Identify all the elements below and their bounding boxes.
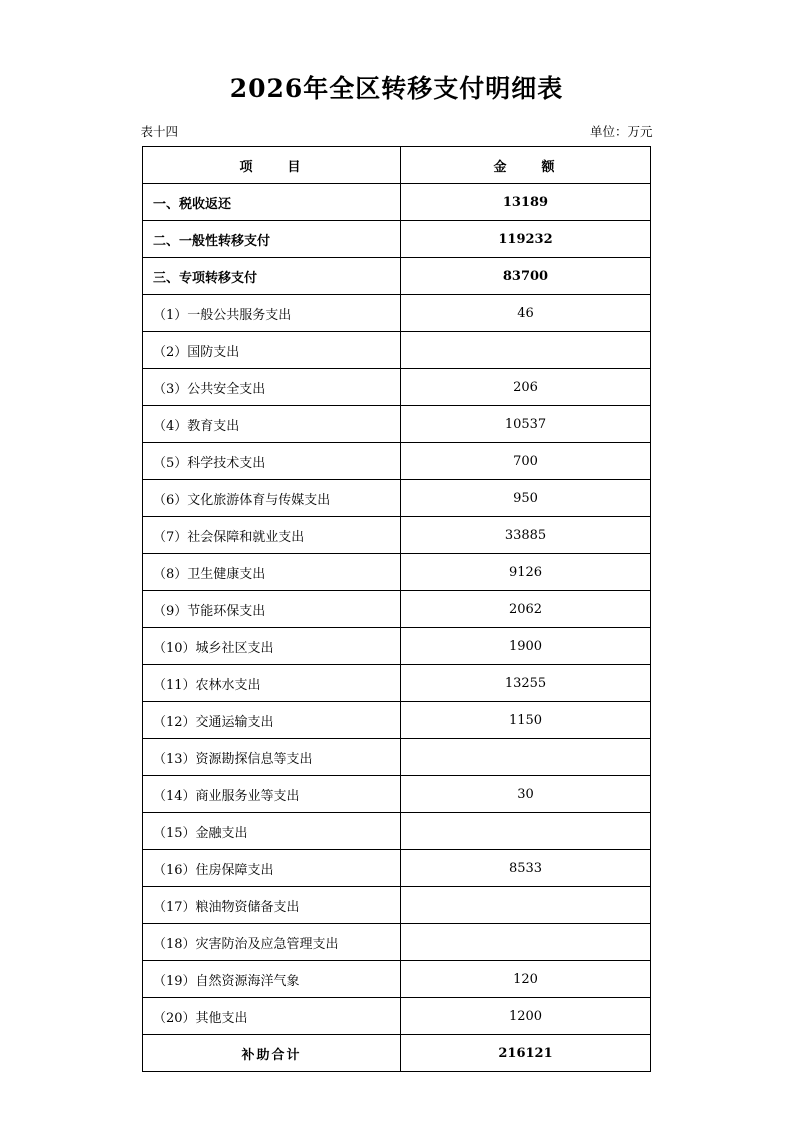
table-row	[143, 554, 651, 591]
row-amount-value: 119232	[401, 221, 651, 258]
row-item-label: （19）自然资源海洋气象	[143, 961, 401, 998]
table-header-row	[143, 147, 651, 184]
column-header-amount: 金 额	[401, 147, 651, 184]
table-row	[143, 739, 651, 776]
table-row	[143, 258, 651, 295]
row-amount-value	[401, 332, 651, 369]
table-row	[143, 480, 651, 517]
table-header	[143, 147, 651, 184]
row-amount-value: 950	[401, 480, 651, 517]
table-number-label: 表十四	[140, 124, 179, 139]
table-body	[143, 184, 651, 1072]
row-amount-value: 9126	[401, 554, 651, 591]
table-row	[143, 665, 651, 702]
row-amount-value: 33885	[401, 517, 651, 554]
table-row	[143, 1035, 651, 1072]
row-item-label: （7）社会保障和就业支出	[143, 517, 401, 554]
row-amount-value: 700	[401, 443, 651, 480]
row-amount-value: 8533	[401, 850, 651, 887]
row-item-label: 一、税收返还	[143, 184, 401, 221]
table-meta-row	[140, 122, 653, 140]
table-row	[143, 887, 651, 924]
row-amount-value: 1150	[401, 702, 651, 739]
table-row	[143, 813, 651, 850]
table-row	[143, 961, 651, 998]
row-item-label: （16）住房保障支出	[143, 850, 401, 887]
table-row	[143, 998, 651, 1035]
row-item-label: 三、专项转移支付	[143, 258, 401, 295]
table-row	[143, 184, 651, 221]
row-amount-value: 216121	[401, 1035, 651, 1072]
table-row	[143, 628, 651, 665]
row-item-label: （20）其他支出	[143, 998, 401, 1035]
table-row	[143, 517, 651, 554]
table-row	[143, 332, 651, 369]
row-item-label: （8）卫生健康支出	[143, 554, 401, 591]
row-amount-value: 83700	[401, 258, 651, 295]
transfer-payment-table	[142, 146, 651, 1072]
row-item-label: 补助合计	[143, 1035, 401, 1072]
row-amount-value	[401, 813, 651, 850]
row-item-label: （14）商业服务业等支出	[143, 776, 401, 813]
row-amount-value: 13255	[401, 665, 651, 702]
row-item-label: （18）灾害防治及应急管理支出	[143, 924, 401, 961]
column-header-item: 项 目	[143, 147, 401, 184]
row-item-label: （1）一般公共服务支出	[143, 295, 401, 332]
row-item-label: （4）教育支出	[143, 406, 401, 443]
row-amount-value: 2062	[401, 591, 651, 628]
table-row	[143, 221, 651, 258]
row-item-label: （13）资源勘探信息等支出	[143, 739, 401, 776]
row-item-label: （12）交通运输支出	[143, 702, 401, 739]
row-item-label: （6）文化旅游体育与传媒支出	[143, 480, 401, 517]
table-row	[143, 295, 651, 332]
table-row	[143, 369, 651, 406]
row-item-label: （2）国防支出	[143, 332, 401, 369]
row-amount-value: 1900	[401, 628, 651, 665]
row-amount-value: 10537	[401, 406, 651, 443]
row-item-label: （17）粮油物资储备支出	[143, 887, 401, 924]
table-row	[143, 406, 651, 443]
row-amount-value: 30	[401, 776, 651, 813]
row-amount-value	[401, 924, 651, 961]
row-item-label: （15）金融支出	[143, 813, 401, 850]
unit-note-label: 单位：万元	[589, 124, 653, 139]
row-item-label: （10）城乡社区支出	[143, 628, 401, 665]
table-row	[143, 850, 651, 887]
table-row	[143, 776, 651, 813]
row-amount-value	[401, 739, 651, 776]
table-row	[143, 591, 651, 628]
row-amount-value: 13189	[401, 184, 651, 221]
row-amount-value: 46	[401, 295, 651, 332]
row-item-label: （5）科学技术支出	[143, 443, 401, 480]
row-amount-value: 206	[401, 369, 651, 406]
row-item-label: （9）节能环保支出	[143, 591, 401, 628]
row-amount-value: 120	[401, 961, 651, 998]
table-row	[143, 924, 651, 961]
row-item-label: （3）公共安全支出	[143, 369, 401, 406]
row-item-label: 二、一般性转移支付	[143, 221, 401, 258]
row-amount-value	[401, 887, 651, 924]
row-item-label: （11）农林水支出	[143, 665, 401, 702]
table-row	[143, 443, 651, 480]
page-title: 2026年全区转移支付明细表	[229, 74, 564, 103]
table-row	[143, 702, 651, 739]
row-amount-value: 1200	[401, 998, 651, 1035]
